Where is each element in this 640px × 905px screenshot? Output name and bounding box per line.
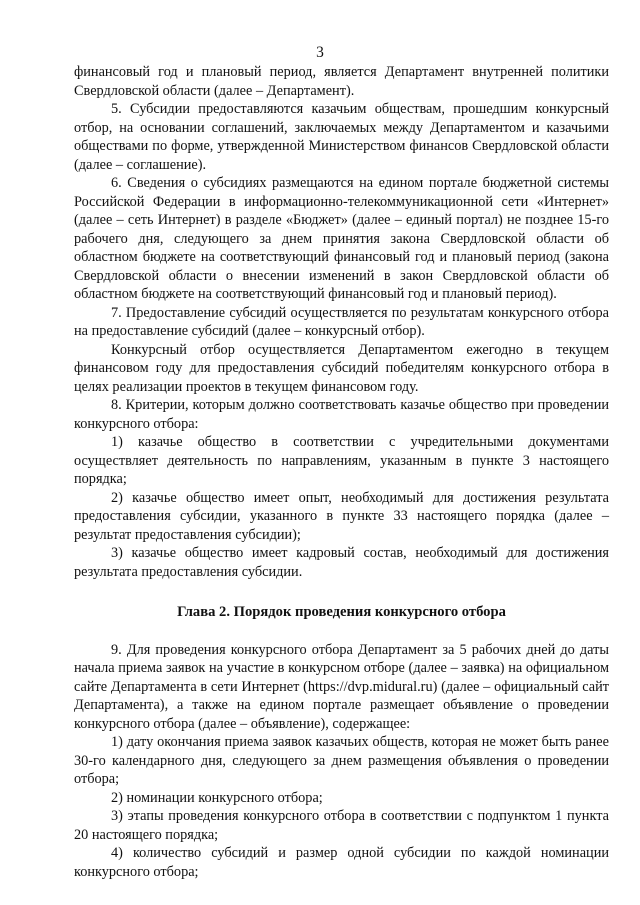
list-item: 1) казачье общество в соответствии с учредительными документами осуществляет деятельность по направлениям, указанным в пункте 3 настоящего порядка; [74,434,609,487]
paragraph: 9. Для проведения конкурсного отбора Департамент за 5 рабочих дней до даты начала приема заявок на участие в конкурсном отборе (далее – заявка) на официальном сайте Департамента в сети Интернет (https://dvp.midural.ru) (далее – официальный сайт Департамента), а также на едином портале размещает объявление о проведении конкурсного отбора (далее – объявление), содержащее: [74,641,609,732]
list-item: 2) номинации конкурсного отбора; [111,789,323,806]
list-item: 3) казачье общество имеет кадровый состав, необходимый для достижения результата предоставления субсидии. [74,545,609,580]
paragraph: 8. Критерии, которым должно соответствовать казачье общество при проведении конкурсного отбора: [74,397,609,432]
paragraph: 5. Субсидии предоставляются казачьим обществам, прошедшим конкурсный отбор, на основании соглашений, заключаемых между Департаментом и казачьими обществами по форме, утвержденной Министерством финансов Свердловской области (далее – соглашение). [74,101,609,173]
paragraph: 7. Предоставление субсидий осуществляется по результатам конкурсного отбора на предоставление субсидий (далее – конкурсный отбор). [74,304,609,339]
list-item: 2) казачье общество имеет опыт, необходимый для достижения результата предоставления субсидии, указанного в пункте 33 настоящего порядка (далее – результат предоставления субсидии); [74,489,609,543]
document-body [74,63,609,881]
list-item: 1) дату окончания приема заявок казачьих обществ, которая не может быть ранее 30-го календарного дня, следующего за днем размещения объявления о проведении отбора; [74,734,609,787]
paragraph: Конкурсный отбор осуществляется Департаментом ежегодно в текущем финансовом году для предоставления субсидий победителям конкурсного отбора в целях реализации проектов в текущем финансовом году. [74,341,609,395]
paragraph: 6. Сведения о субсидиях размещаются на едином портале бюджетной системы Российской Федерации в информационно-телекоммуникационной сети «Интернет» (далее – сеть Интернет) в разделе «Бюджет» (далее – единый портал) не позднее 15-го рабочего дня, следующего за днем принятия закона Свердловской области об областном бюджете на соответствующий финансовый год и плановый период (закона Свердловской области о внесении изменений в закон Свердловской области об областном бюджете на соответствующий финансовый год и плановый период). [74,175,609,302]
page-number: 3 [316,44,324,61]
list-item: 4) количество субсидий и размер одной субсидии по каждой номинации конкурсного отбора; [74,845,609,880]
list-item: 3) этапы проведения конкурсного отбора в соответствии с подпунктом 1 пункта 20 настоящего порядка; [74,808,609,843]
chapter-heading: Глава 2. Порядок проведения конкурсного отбора [177,604,506,620]
paragraph: финансовый год и плановый период, является Департамент внутренней политики Свердловской области (далее – Департамент). [74,64,609,99]
